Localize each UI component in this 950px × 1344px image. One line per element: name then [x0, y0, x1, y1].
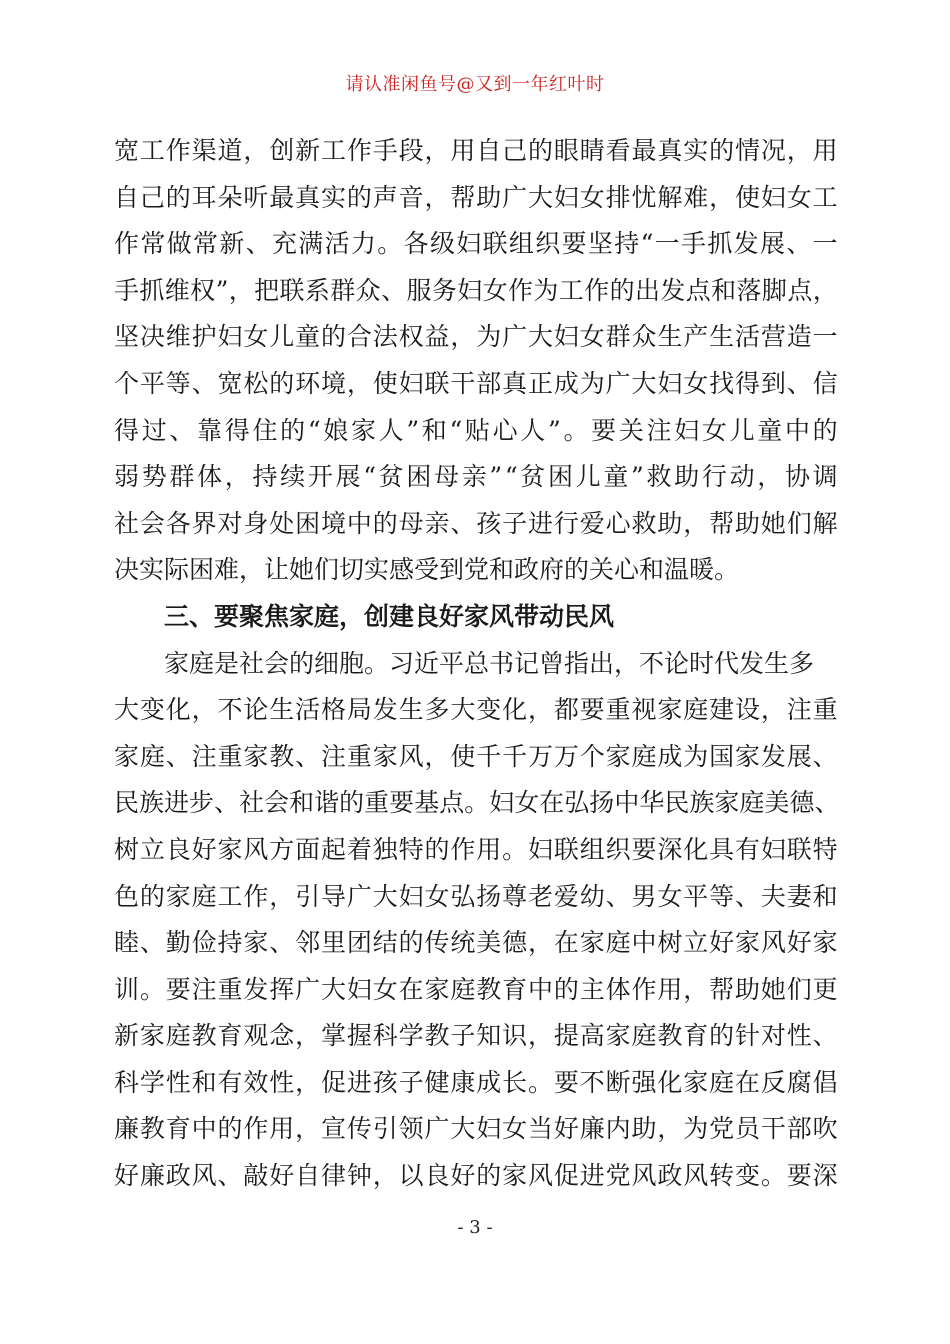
text-line: 家 庭 、 注 重 家 教 、 注 重 家 风 ， 使 千 千 万 万 个 家 庭 成 为 国 家 发 展 、: [114, 741, 838, 771]
section-heading: 三、要聚焦家庭，创建良好家风带动民风: [164, 601, 615, 631]
text-line: 色 的 家 庭 工 作 ， 引 导 广 大 妇 女 弘 扬 尊 老 爱 幼 、 男 女 平 等 、 夫 妻 和: [114, 881, 838, 911]
text-line: 作 常 做 常 新 、 充 满 活 力 。 各 级 妇 联 组 织 要 坚 持 “ 一 手 抓 发 展 、 一: [114, 229, 838, 259]
text-line: 科 学 性 和 有 效 性 ， 促 进 孩 子 健 康 成 长 。 要 不 断 强 化 家 庭 在 反 腐 倡: [114, 1067, 838, 1097]
text-line: 决实际困难，让她们切实感受到党和政府的关心和温暖。: [114, 555, 740, 585]
text-line: 坚 决 维 护 妇 女 儿 童 的 合 法 权 益 ， 为 广 大 妇 女 群 众 生 产 生 活 营 造 一: [114, 322, 838, 352]
text-line: 好 廉 政 风 、 敲 好 自 律 钟 ， 以 良 好 的 家 风 促 进 党 风 政 风 转 变 。 要 深: [114, 1161, 838, 1191]
text-line: 手 抓 维 权 ” ， 把 联 系 群 众 、 服 务 妇 女 作 为 工 作 的 出 发 点 和 落 脚 点 ，: [114, 275, 838, 305]
text-line: 大 变 化 ， 不 论 生 活 格 局 发 生 多 大 变 化 ， 都 要 重 视 家 庭 建 设 ， 注 重: [114, 695, 838, 725]
text-line: 宽 工 作 渠 道 ， 创 新 工 作 手 段 ， 用 自 己 的 眼 睛 看 最 真 实 的 情 况 ， 用: [114, 136, 838, 165]
text-line: 社 会 各 界 对 身 处 困 境 中 的 母 亲 、 孩 子 进 行 爱 心 救 助 ， 帮 助 她 们 解: [114, 508, 838, 538]
text-line: 新 家 庭 教 育 观 念 ， 掌 握 科 学 教 子 知 识 ， 提 高 家 庭 教 育 的 针 对 性 、: [114, 1021, 838, 1051]
watermark-header: 请认准闲鱼号@又到一年红叶时: [345, 74, 605, 95]
text-line: 弱 势 群 体 ， 持 续 开 展 “ 贫 困 母 亲 ” “ 贫 困 儿 童 ” 救 助 行 动 ， 协 调: [114, 462, 838, 492]
text-line: 廉 教 育 中 的 作 用 ， 宣 传 引 领 广 大 妇 女 当 好 廉 内 助 ， 为 党 员 干 部 吹: [114, 1114, 838, 1144]
page-number: - 3 -: [457, 1217, 493, 1238]
text-line: 民 族 进 步 、 社 会 和 谐 的 重 要 基 点 。 妇 女 在 弘 扬 中 华 民 族 家 庭 美 德 、: [114, 788, 840, 818]
text-line: 得 过 、 靠 得 住 的 “ 娘 家 人 ” 和 “ 贴 心 人 ” 。 要 关 注 妇 女 儿 童 中 的: [114, 415, 838, 445]
text-line: 训 。 要 注 重 发 挥 广 大 妇 女 在 家 庭 教 育 中 的 主 体 作 用 ， 帮 助 她 们 更: [114, 974, 838, 1004]
text-line: 睦 、 勤 俭 持 家 、 邻 里 团 结 的 传 统 美 德 ， 在 家 庭 中 树 立 好 家 风 好 家: [114, 928, 838, 958]
text-line: 家庭是社会的细胞。习近平总书记曾指出，不论时代发生多: [164, 648, 815, 678]
text-line: 自 己 的 耳 朵 听 最 真 实 的 声 音 ， 帮 助 广 大 妇 女 排 忧 解 难 ， 使 妇 女 工: [114, 182, 838, 212]
text-line: 树 立 良 好 家 风 方 面 起 着 独 特 的 作 用 。 妇 联 组 织 要 深 化 具 有 妇 联 特: [114, 834, 838, 864]
text-line: 个 平 等 、 宽 松 的 环 境 ， 使 妇 联 干 部 真 正 成 为 广 大 妇 女 找 得 到 、 信: [114, 368, 838, 398]
document-body: [114, 128, 838, 1200]
